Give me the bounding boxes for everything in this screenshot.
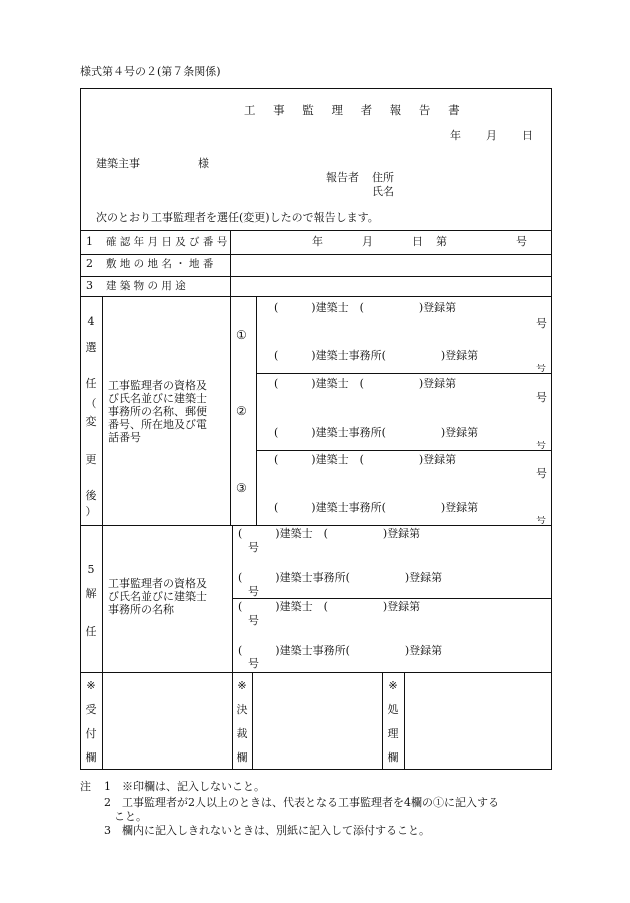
note-2-continued: こと。 xyxy=(114,810,147,823)
sec4-entry-mark: ③ xyxy=(236,481,247,495)
rule-footer-col4 xyxy=(382,672,383,770)
sec4-desc-line: 事務所の名称、郵便 xyxy=(108,405,207,418)
rule-sec4-top xyxy=(80,296,552,297)
rule-footer-col5 xyxy=(404,672,405,770)
shori-char: ※ xyxy=(388,679,398,692)
sec4-desc-line: 番号、所在地及び電 xyxy=(108,418,207,431)
reporter-name-label: 氏名 xyxy=(372,185,394,198)
row3-number: 3 xyxy=(86,279,93,292)
note-1: 1 ※印欄は、記入しないこと。 xyxy=(104,780,265,793)
sec5-vertical-char: 5 xyxy=(87,563,95,576)
sec4-desc-line: 話番号 xyxy=(108,431,141,444)
sec5-entry-go: 号 xyxy=(248,541,259,554)
sec5-entry-go: 号 xyxy=(248,585,259,598)
rule-sec4-desccol xyxy=(230,296,231,525)
kessai-char: 決 xyxy=(236,703,248,716)
sec5-entry-office-line: ( )建築士事務所( )登録第 xyxy=(238,571,443,584)
rule-row2-top xyxy=(80,254,552,255)
rule-sec4-entry2 xyxy=(256,373,552,374)
shori-char: 処 xyxy=(387,703,399,716)
rule-sec4-numcol xyxy=(102,296,103,525)
sec4-entry-go: 号 xyxy=(536,441,546,449)
uketsuke-char: ※ xyxy=(86,679,96,692)
sec4-vertical-char: 任 xyxy=(85,377,97,390)
rule-footer-col1 xyxy=(102,672,103,770)
kessai-char: 欄 xyxy=(236,751,248,764)
sec4-entry-architect-line: ( )建築士 ( )登録第 xyxy=(274,377,457,390)
sec4-entry-architect-line: ( )建築士 ( )登録第 xyxy=(274,301,457,314)
sec4-vertical-char: 更 xyxy=(85,453,97,466)
sec4-entry-architect-line: ( )建築士 ( )登録第 xyxy=(274,453,457,466)
sec5-vertical-char: 任 xyxy=(85,625,97,638)
rule-sec4-markcol xyxy=(256,296,257,525)
note-3: 3 欄内に記入しきれないときは、別紙に記入して添付すること。 xyxy=(104,824,430,837)
kessai-char: ※ xyxy=(237,679,247,692)
row1-year: 年 xyxy=(312,235,323,248)
rule-row1-top xyxy=(80,230,552,231)
sec4-entry-go: 号 xyxy=(536,364,546,372)
rule-footer-top xyxy=(80,672,552,673)
sec4-entry-go: 号 xyxy=(536,391,547,404)
rule-sec5-entry2 xyxy=(232,598,552,599)
note-2: 2 工事監理者が2人以上のときは、代表となる工事監理者を4欄の①に記入する xyxy=(104,796,499,809)
sec4-desc-line: び氏名並びに建築士 xyxy=(108,392,207,405)
sec5-entry-architect-line: ( )建築士 ( )登録第 xyxy=(238,600,421,613)
sec4-entry-office-line: ( )建築士事務所( )登録第 xyxy=(274,349,479,362)
form-reference: 様式第４号の２(第７条関係) xyxy=(80,65,221,78)
row1-go: 号 xyxy=(516,235,527,248)
sec4-vertical-char: 変 xyxy=(85,415,97,428)
shori-char: 理 xyxy=(387,727,399,740)
uketsuke-char: 受 xyxy=(85,703,97,716)
sec4-entry-go: 号 xyxy=(536,317,547,330)
sec4-vertical-char: 後 xyxy=(85,489,97,502)
reporter-address-label: 住所 xyxy=(372,171,394,184)
intro-text: 次のとおり工事監理者を選任(変更)したので報告します。 xyxy=(96,211,379,224)
sec4-desc-line: 工事監理者の資格及 xyxy=(108,379,207,392)
sec4-vertical-char: （ xyxy=(85,397,97,410)
shori-char: 欄 xyxy=(387,751,399,764)
uketsuke-char: 欄 xyxy=(85,751,97,764)
rule-row3-top xyxy=(80,276,552,277)
addressee-honorific: 様 xyxy=(198,157,209,170)
sec4-entry-mark: ② xyxy=(236,404,247,418)
sec4-entry-office-line: ( )建築士事務所( )登録第 xyxy=(274,426,479,439)
sec5-desc-line: 事務所の名称 xyxy=(108,603,174,616)
rule-footer-col2 xyxy=(232,672,233,770)
sec4-entry-go: 号 xyxy=(536,516,546,524)
rule-sec4-entry3 xyxy=(256,450,552,451)
addressee-label: 建築主事 xyxy=(96,157,140,170)
row1-dai: 第 xyxy=(436,235,447,248)
row2-label: 敷 地 の 地 名 ・ 地 番 xyxy=(106,258,214,270)
sec5-desc-line: 工事監理者の資格及 xyxy=(108,577,207,590)
sec4-vertical-char: ） xyxy=(85,505,97,518)
rule-footer-col3 xyxy=(252,672,253,770)
sec5-vertical-char: 解 xyxy=(85,587,97,600)
row1-month: 月 xyxy=(362,235,373,248)
sec4-entry-office-line: ( )建築士事務所( )登録第 xyxy=(274,501,479,514)
sec4-vertical-char: 4 xyxy=(87,315,95,328)
row1-label: 確 認 年 月 日 及 び 番 号 xyxy=(106,236,228,248)
uketsuke-char: 付 xyxy=(85,727,97,740)
date-day-label: 日 xyxy=(522,129,533,142)
form-title: 工 事 監 理 者 報 告 書 xyxy=(244,103,467,117)
rule-sec5-numcol xyxy=(102,525,103,672)
sec4-entry-go: 号 xyxy=(536,467,547,480)
row1-number: 1 xyxy=(86,235,93,248)
sec4-entry-mark: ① xyxy=(236,328,247,342)
reporter-label: 報告者 xyxy=(326,171,359,184)
sec5-entry-go: 号 xyxy=(248,657,259,670)
rule-sec5-desccol xyxy=(232,525,233,672)
rule-label-col xyxy=(230,230,231,296)
date-month-label: 月 xyxy=(486,129,497,142)
date-year-label: 年 xyxy=(450,129,461,142)
sec4-vertical-char: 選 xyxy=(85,341,97,354)
notes-head: 注 xyxy=(80,780,91,793)
row2-number: 2 xyxy=(86,257,93,270)
sec5-desc-line: び氏名並びに建築士 xyxy=(108,590,207,603)
sec5-entry-go: 号 xyxy=(248,614,259,627)
kessai-char: 裁 xyxy=(236,727,248,740)
rule-sec5-top xyxy=(80,525,552,526)
sec5-entry-office-line: ( )建築士事務所( )登録第 xyxy=(238,644,443,657)
row3-label: 建 築 物 の 用 途 xyxy=(106,280,186,292)
sec5-entry-architect-line: ( )建築士 ( )登録第 xyxy=(238,527,421,540)
row1-day: 日 xyxy=(412,235,423,248)
